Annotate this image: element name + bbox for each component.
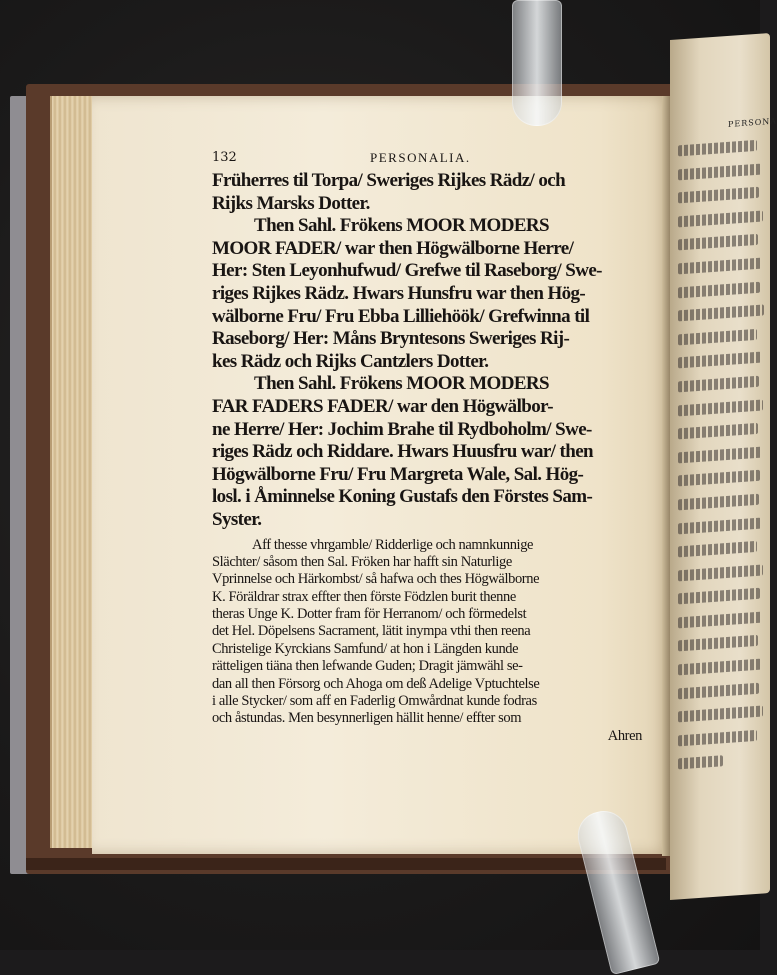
facing-page-line [678, 423, 758, 440]
facing-page-line [678, 470, 760, 487]
facing-page-line [678, 258, 762, 275]
text-line: riges Rädz och Riddare. Hwars Huusfru war/ then [212, 441, 594, 463]
facing-page-line [678, 756, 723, 770]
facing-page-line [678, 611, 762, 628]
text-line-small: K. Föräldrar strax effter then förste Födzlen burit thenne [212, 588, 516, 605]
text-line: losl. i Åminnelse Koning Gustafs den Förstes Sam- [212, 486, 593, 508]
facing-page-line [678, 163, 761, 180]
text-line-small: det Hel. Döpelsens Sacrament, lätit inympa vthi then reena [212, 623, 531, 640]
text-line: Raseborg/ Her: Måns Bryntesons Sweriges Rij- [212, 328, 570, 350]
text-line: ne Herre/ Her: Jochim Brahe til Rydboholm/ Swe- [212, 418, 592, 440]
facing-page-line [678, 281, 760, 298]
text-line-small: theras Unge K. Dotter fram för Herranom/ och förmedelst [212, 606, 527, 623]
facing-page-line [678, 446, 762, 463]
text-line: wälborne Fru/ Fru Ebba Lilliehöök/ Grefwinna til [212, 305, 590, 327]
text-line-small: dan all then Försorg och Ahoga om deß Adelige Vptuchtelse [212, 675, 540, 692]
facing-page [670, 33, 777, 900]
facing-page-line [678, 588, 760, 605]
text-line: Högwälborne Fru/ Fru Margreta Wale, Sal. Hög- [212, 463, 584, 485]
text-line: FAR FADERS FADER/ war den Högwälbor- [212, 395, 553, 417]
facing-page-line [678, 187, 759, 204]
text-line: riges Rijkes Rädz. Hwars Hunsfru war then Hög- [212, 282, 586, 304]
text-line: Rijks Marsks Dotter. [212, 192, 370, 214]
text-line: kes Rädz och Rijks Cantzlers Dotter. [212, 350, 489, 372]
text-line-small: i alle Stycker/ som aff en Faderlig Omwårdnat kunde fodras [212, 693, 537, 710]
text-line-small: Aff thesse vhrgamble/ Ridderlige och namnkunnige [252, 536, 534, 553]
facing-page-line [678, 399, 763, 416]
facing-page-line [678, 682, 759, 699]
page-holder-clip-top [512, 0, 562, 126]
facing-page-line [678, 352, 761, 369]
text-line: Früherres til Torpa/ Sweriges Rijkes Rädz/ och [212, 170, 566, 191]
text-line: Syster. [212, 508, 262, 530]
facing-page-line [678, 234, 758, 251]
facing-page-text-block [678, 139, 768, 782]
text-line: Then Sahl. Frökens MOOR MODERS [254, 373, 550, 395]
facing-page-line [678, 376, 759, 393]
facing-page-running-head: PERSONA [728, 116, 777, 129]
facing-page-line [678, 329, 757, 346]
text-line-small: Slächter/ såsom then Sal. Fröken har hafft sin Naturlige [212, 553, 512, 570]
text-line-small: Christelige Kyrckians Samfund/ at hon i Längden kunde [212, 640, 519, 657]
page-number: 132 [212, 150, 237, 165]
page-stack-edges [50, 96, 98, 848]
running-head: PERSONALIA. [370, 150, 471, 165]
text-line: MOOR FADER/ war then Högwälborne Herre/ [212, 237, 574, 259]
catchword: Ahren [607, 727, 642, 744]
facing-page-line [678, 305, 764, 322]
facing-page-line [678, 541, 757, 558]
page-header [212, 150, 642, 168]
facing-page-line [678, 635, 758, 652]
facing-page-line [678, 706, 763, 723]
text-line: Then Sahl. Frökens MOOR MODERS [254, 215, 550, 237]
text-line: Her: Sten Leyonhufwud/ Grefwe til Raseborg/ Swe- [212, 260, 602, 282]
facing-page-line [678, 494, 759, 511]
facing-page-line [678, 659, 761, 676]
text-line-small: Vprinnelse och Härkombst/ så hafwa och thes Högwälborne [212, 571, 540, 588]
facing-page-line [678, 564, 763, 581]
facing-page-line [678, 210, 763, 227]
facing-page-line [678, 517, 761, 534]
facing-page-line [678, 140, 757, 157]
binding-bottom-edge [26, 858, 666, 870]
facing-page-line [678, 730, 757, 747]
text-line-small: och åstundas. Men besynnerligen hällit henne/ effter som [212, 710, 522, 727]
text-line-small: rätteligen tiäna then lefwande Guden; Dragit jämwähl se- [212, 658, 523, 675]
page-text-block [212, 170, 642, 745]
